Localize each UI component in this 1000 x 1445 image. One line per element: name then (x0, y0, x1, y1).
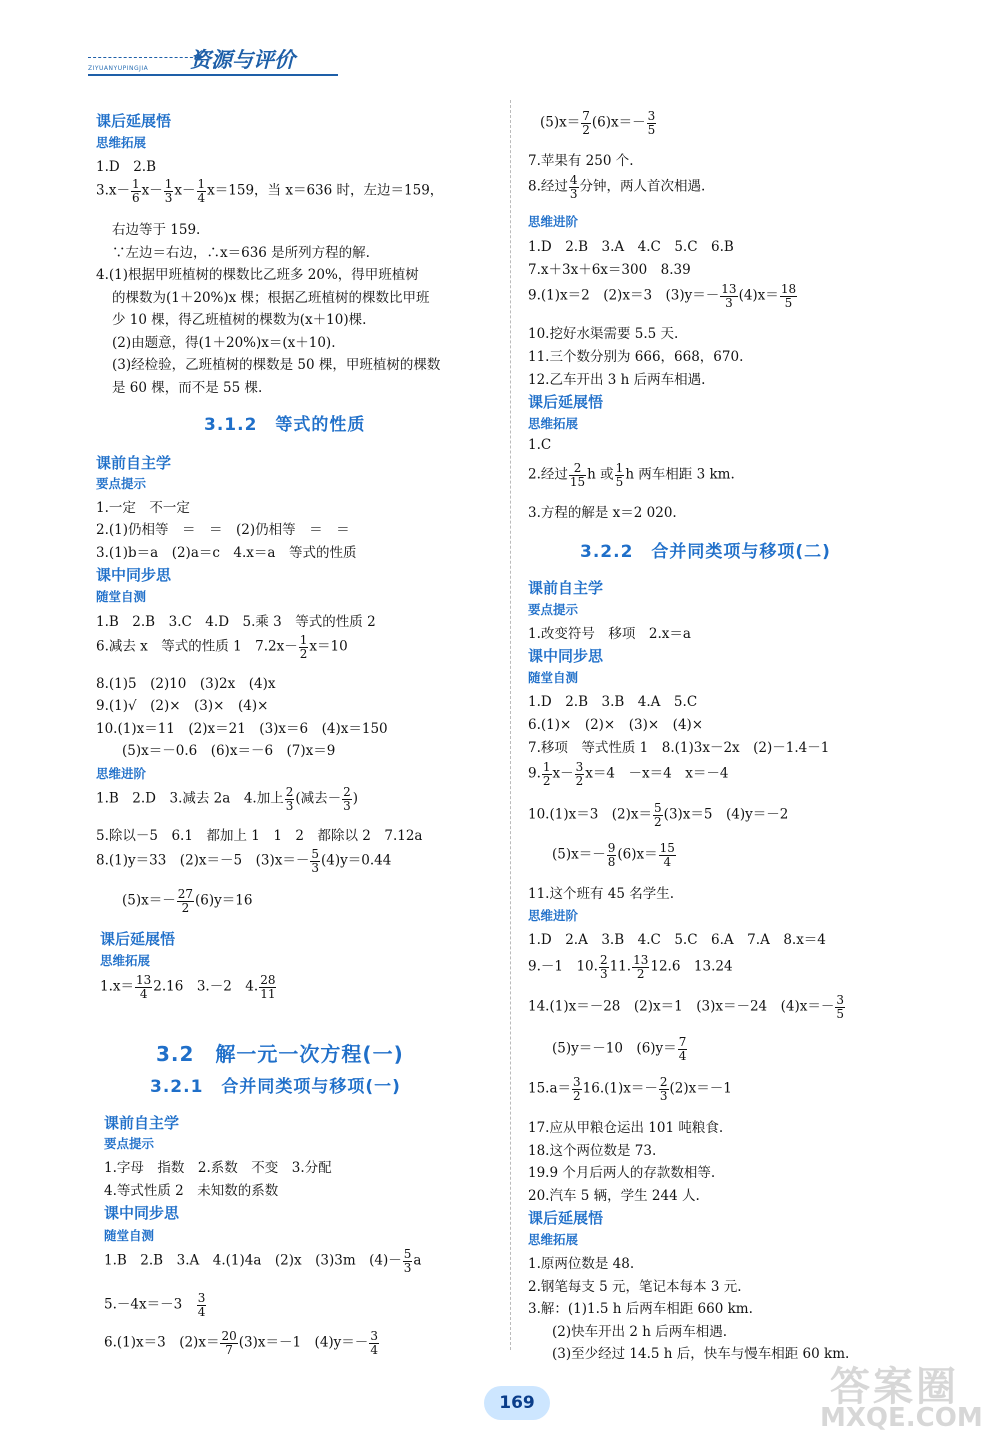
answer-line: 1.B 2.B 3.C 4.D 5.乘 3 等式的性质 2 (96, 614, 376, 630)
subsection-heading: 思维拓展 (528, 1232, 579, 1247)
arrow-icon (88, 57, 198, 60)
chapter-heading: 3.1.2 等式的性质 (204, 415, 366, 435)
subsection-heading: 思维拓展 (528, 416, 579, 431)
answer-line: 3.方程的解是 x＝2 020. (528, 505, 677, 521)
answer-line: 17.应从甲粮仓运出 101 吨粮食. (528, 1120, 724, 1136)
answer-line: 7.移项 等式性质 1 8.(1)3x－2x (2)－1.4－1 (528, 740, 830, 756)
answer-line: 1.D 2.B 3.A 4.C 5.C 6.B (528, 239, 734, 255)
subsection-heading: 随堂自测 (104, 1228, 155, 1243)
answer-line: 20.汽车 5 辆，学生 244 人. (528, 1188, 700, 1204)
answer-line: 19.9 个月后两人的存款数相等. (528, 1165, 716, 1181)
answer-line: 8.(1)y＝33 (2)x＝－5 (3)x＝－ $\frac{5}{3}$ (4)y＝0.44 (96, 847, 392, 875)
answer-line: 11.三个数分别为 666，668，670. (528, 349, 744, 365)
answer-line: 2.经过 $\frac{2}{15}$ h 或 $\frac{1}{5}$ h 两车相距 3 km. (528, 461, 735, 489)
column-divider (510, 100, 511, 1350)
answer-line: (5)x＝－ $\frac{27}{2}$ (6)y＝16 (122, 887, 253, 915)
section-heading: 课前自主学 (104, 1114, 180, 1132)
answer-line: 5.除以－5 6.1 都加上 1 1 2 都除以 2 7.12a (96, 828, 423, 844)
answer-line: 1.D 2.A 3.B 4.C 5.C 6.A 7.A 8.x＝4 (528, 932, 826, 948)
subsection-heading: 要点提示 (528, 602, 579, 617)
chapter-heading: 3.2.1 合并同类项与移项(一) (150, 1077, 401, 1097)
answer-line: (3)至少经过 14.5 h 后，快车与慢车相距 60 km. (552, 1346, 850, 1362)
subsection-heading: 思维进阶 (528, 214, 579, 229)
answer-line: 18.这个两位数是 73. (528, 1143, 657, 1159)
answer-line: ∵左边＝右边，∴x＝636 是所列方程的解. (112, 245, 370, 261)
answer-line: 4.等式性质 2 未知数的系数 (104, 1183, 279, 1199)
answer-line: 4.(1)根据甲班植树的棵数比乙班多 20%，得甲班植树 (96, 267, 419, 283)
subsection-heading: 随堂自测 (528, 670, 579, 685)
answer-line: 1.D 2.B 3.B 4.A 5.C (528, 694, 698, 710)
section-heading: 课后延展悟 (528, 1209, 604, 1227)
answer-line: 1.D 2.B (96, 159, 157, 175)
answer-line: 10.挖好水渠需要 5.5 天. (528, 326, 679, 342)
section-heading: 课后延展悟 (96, 112, 172, 130)
answer-line: (3)经检验，乙班植树的棵数是 50 棵，甲班植树的棵数 (112, 357, 441, 373)
answer-line: 9.－1 10. $\frac{2}{3}$ 11. $\frac{13}{2}$ 12.6 13.24 (528, 953, 733, 981)
subsection-heading: 要点提示 (104, 1136, 155, 1151)
answer-line: 9.(1)√ (2)× (3)× (4)× (96, 698, 269, 714)
header-title: 资源与评价 (190, 48, 295, 72)
watermark-url: MXQE.COM (820, 1403, 983, 1433)
answer-line: 是 60 棵，而不是 55 棵. (112, 380, 263, 396)
answer-line: 6.(1)x＝3 (2)x＝ $\frac{20}{7}$ (3)x＝－1 (4)y＝－ $\frac{3}{4}$ (104, 1329, 378, 1357)
page-header (88, 40, 348, 84)
answer-line: 6.(1)× (2)× (3)× (4)× (528, 717, 704, 733)
section-heading: 课中同步思 (104, 1204, 180, 1222)
subsection-heading: 思维进阶 (96, 766, 147, 781)
answer-line: 9.(1)x＝2 (2)x＝3 (3)y＝－ $\frac{13}{3}$ (4)x＝ $\frac{18}{5}$ (528, 282, 797, 310)
answer-line: 9. $\frac{1}{2}$ x－ $\frac{3}{2}$ x＝4 －x＝4 x＝－4 (528, 760, 729, 788)
answer-line: 5.－4x＝－3 $\frac{3}{4}$ (104, 1291, 206, 1319)
section-heading: 课中同步思 (96, 566, 172, 584)
subsection-heading: 思维进阶 (528, 908, 579, 923)
chapter-heading: 3.2.2 合并同类项与移项(二) (580, 542, 831, 562)
subsection-heading: 思维拓展 (100, 953, 151, 968)
section-heading: 课后延展悟 (528, 393, 604, 411)
answer-line: 10.(1)x＝3 (2)x＝ $\frac{5}{2}$ (3)x＝5 (4)y＝－2 (528, 801, 789, 829)
answer-line: 的棵数为(1＋20%)x 棵；根据乙班植树的棵数比甲班 (112, 290, 430, 306)
answer-line: 7.苹果有 250 个. (528, 153, 634, 169)
answer-line: 15.a＝ $\frac{3}{2}$ 16.(1)x＝－ $\frac{2}{3}$ (2)x＝－1 (528, 1075, 732, 1103)
section-heading: 课中同步思 (528, 647, 604, 665)
answer-line: 6.减去 x 等式的性质 1 7.2x－ $\frac{1}{2}$ x＝10 (96, 633, 348, 661)
answer-line: 1.改变符号 移项 2.x＝a (528, 626, 691, 642)
answer-line: 1.一定 不一定 (96, 500, 190, 516)
answer-line: 3.解：(1)1.5 h 后两车相距 660 km. (528, 1301, 753, 1317)
answer-line: 7.x＋3x＋6x＝300 8.39 (528, 262, 691, 278)
section-heading: 课前自主学 (96, 454, 172, 472)
watermark-logo-text: 答案圈 (830, 1364, 959, 1410)
answer-line: 8.(1)5 (2)10 (3)2x (4)x (96, 676, 276, 692)
header-underline (88, 74, 338, 76)
answer-line: 3.(1)b＝a (2)a＝c 4.x＝a 等式的性质 (96, 545, 357, 561)
answer-line: 少 10 棵，得乙班植树的棵数为(x＋10)棵. (112, 312, 367, 328)
answer-line: 14.(1)x＝－28 (2)x＝1 (3)x＝－24 (4)x＝－ $\frac{3}{5}$ (528, 993, 845, 1021)
answer-line: 1.C (528, 437, 552, 453)
chapter-heading: 3.2 解一元一次方程(一) (156, 1042, 404, 1066)
subsection-heading: 随堂自测 (96, 589, 147, 604)
answer-line: (5)x＝－ $\frac{9}{8}$ (6)x＝ $\frac{15}{4}$ (552, 841, 675, 869)
subsection-heading: 要点提示 (96, 476, 147, 491)
answer-line: 2.钢笔每支 5 元，笔记本每本 3 元. (528, 1279, 742, 1295)
answer-line: (2)快车开出 2 h 后两车相遇. (552, 1324, 728, 1340)
answer-line: 11.这个班有 45 名学生. (528, 886, 675, 902)
answer-line: 1.原两位数是 48. (528, 1256, 635, 1272)
answer-line: 3.x－ $\frac{1}{6}$ x－ $\frac{1}{3}$ x－ $\frac{1}{4}$ x＝159，当 x＝636 时，左边＝159， (96, 177, 444, 205)
section-heading: 课后延展悟 (100, 930, 176, 948)
answer-line: 12.乙车开出 3 h 后两车相遇. (528, 372, 706, 388)
answer-line: (5)x＝－0.6 (6)x＝－6 (7)x＝9 (122, 743, 336, 759)
answer-line: 1.x＝ $\frac{13}{4}$ 2.16 3.－2 4. $\frac{28}{11}$ (100, 973, 276, 1001)
answer-line: (2)由题意，得(1＋20%)x＝(x＋10). (112, 335, 336, 351)
answer-line: 2.(1)仍相等 ＝ ＝ (2)仍相等 ＝ ＝ (96, 522, 350, 538)
answer-line: (5)x＝ $\frac{7}{2}$ (6)x＝－ $\frac{3}{5}$ (540, 109, 656, 137)
answer-line: 右边等于 159. (112, 222, 201, 238)
header-pinyin: ZIYUANYUPINGJIA (88, 65, 149, 72)
page-number: 169 (484, 1386, 550, 1420)
answer-line: 1.B 2.D 3.减去 2a 4.加上 $\frac{2}{3}$ (减去－ $\frac{2}{3}$ ) (96, 785, 359, 813)
answer-line: 8.经过 $\frac{4}{3}$ 分钟，两人首次相遇. (528, 173, 706, 201)
answer-line: 1.字母 指数 2.系数 不变 3.分配 (104, 1160, 332, 1176)
subsection-heading: 思维拓展 (96, 135, 147, 150)
answer-line: 1.B 2.B 3.A 4.(1)4a (2)x (3)3m (4)－ $\frac{5}{3}$ a (104, 1247, 422, 1275)
answer-line: 10.(1)x＝11 (2)x＝21 (3)x＝6 (4)x＝150 (96, 721, 388, 737)
watermark (800, 1355, 990, 1435)
section-heading: 课前自主学 (528, 579, 604, 597)
answer-line: (5)y＝－10 (6)y＝ $\frac{7}{4}$ (552, 1035, 687, 1063)
